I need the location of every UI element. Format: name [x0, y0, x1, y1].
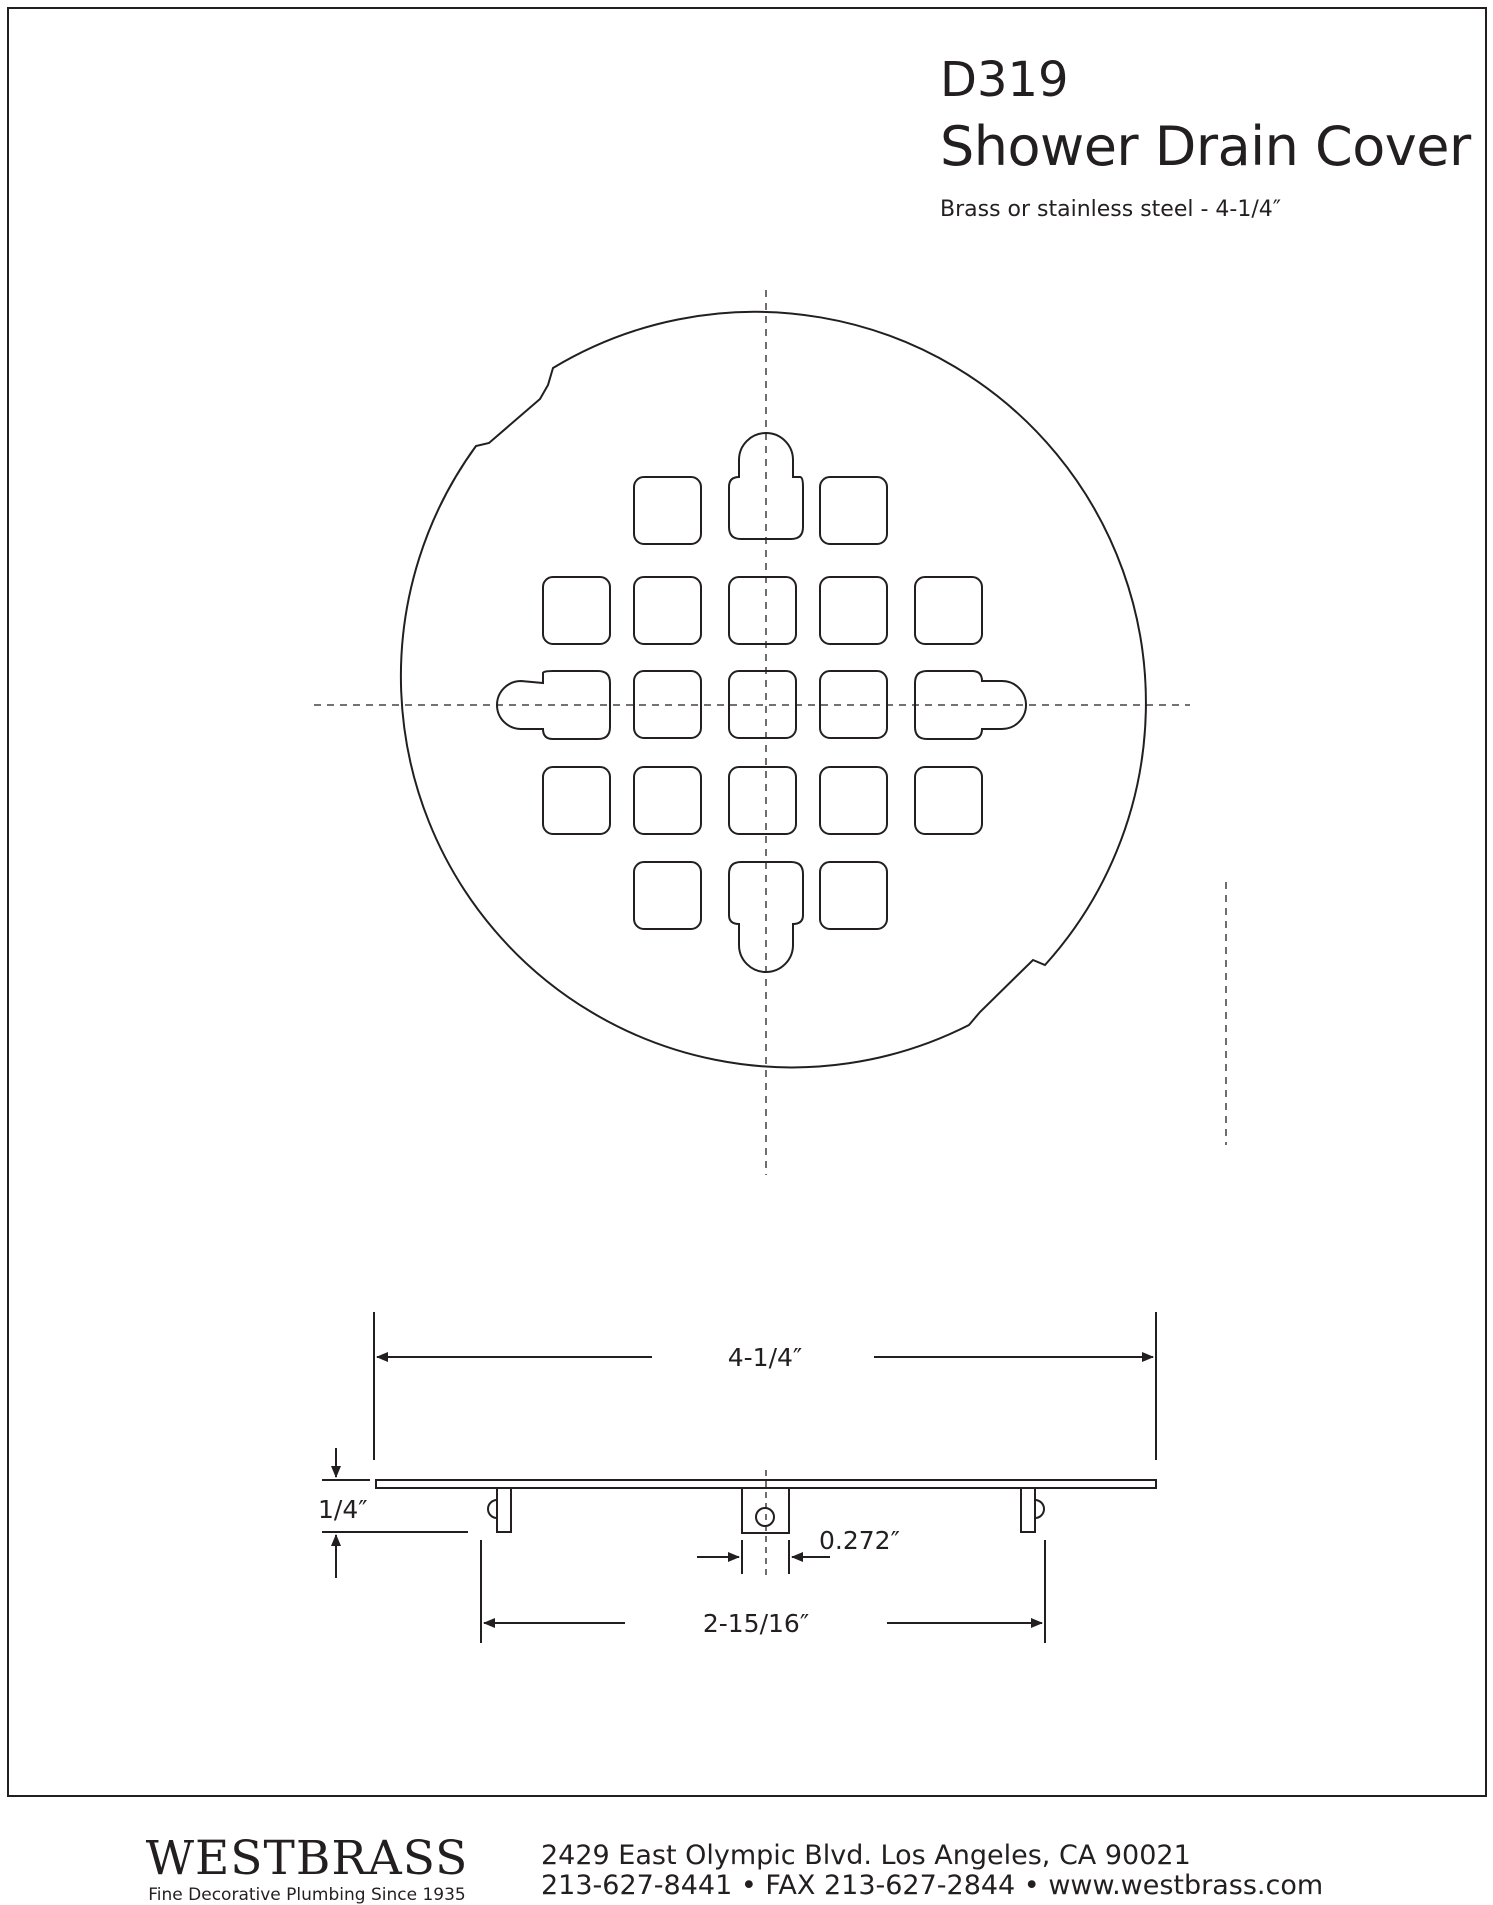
- company-address: 2429 East Olympic Blvd. Los Angeles, CA 90021: [541, 1840, 1191, 1871]
- drain-hole: [820, 862, 887, 929]
- drain-hole: [820, 577, 887, 644]
- drain-hole: [915, 577, 982, 644]
- brand-logo: WESTBRASS: [145, 1831, 469, 1886]
- center-tab-hole: [756, 1508, 774, 1526]
- drain-hole: [729, 577, 796, 644]
- drain-cover-outline: [401, 312, 1146, 1068]
- left-tab-bump: [488, 1500, 497, 1518]
- drain-hole: [820, 767, 887, 834]
- drain-hole: [915, 767, 982, 834]
- dim-label-diameter: 4-1/4″: [727, 1343, 803, 1372]
- drain-hole: [729, 767, 796, 834]
- drain-hole: [543, 767, 610, 834]
- product-description: Brass or stainless steel - 4-1/4″: [940, 197, 1281, 222]
- keyhole-slots: [497, 433, 1026, 972]
- dim-label-thickness: 1/4″: [318, 1495, 368, 1524]
- side-view: [376, 1470, 1156, 1580]
- drain-hole: [820, 477, 887, 544]
- drain-hole: [634, 767, 701, 834]
- drain-hole: [634, 577, 701, 644]
- left-tab-profile: [497, 1488, 511, 1532]
- product-name: Shower Drain Cover: [940, 115, 1471, 178]
- company-contact: 213-627-8441 • FAX 213-627-2844 • www.westbrass.com: [541, 1870, 1324, 1901]
- dim-label-tab-width: 0.272″: [819, 1526, 900, 1555]
- right-tab-bump: [1035, 1500, 1044, 1518]
- drain-hole: [543, 577, 610, 644]
- drain-hole: [634, 862, 701, 929]
- brand-tagline: Fine Decorative Plumbing Since 1935: [148, 1885, 466, 1905]
- right-tab-profile: [1021, 1488, 1035, 1532]
- dimension-labels: [318, 1343, 900, 1638]
- drain-hole: [634, 477, 701, 544]
- dim-label-tab-spacing: 2-15/16″: [702, 1609, 810, 1638]
- model-number: D319: [940, 52, 1069, 108]
- top-view: [314, 290, 1226, 1175]
